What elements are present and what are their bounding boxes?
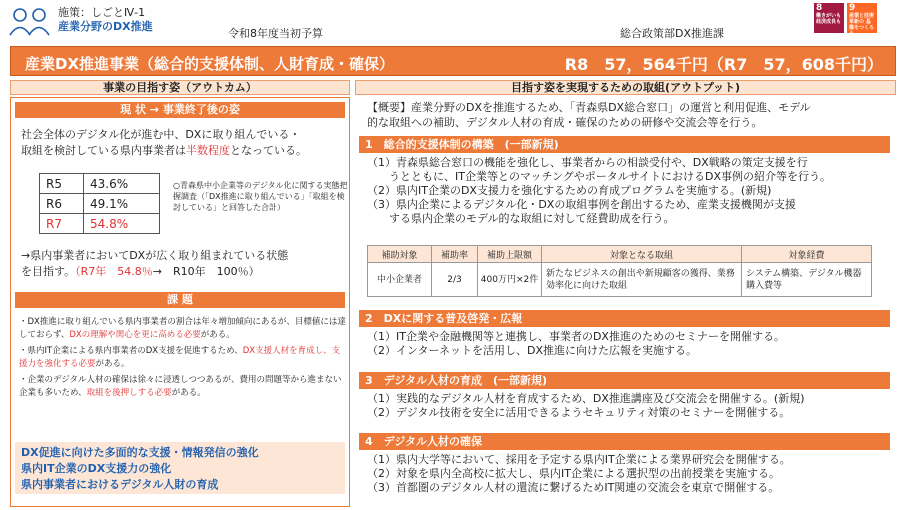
- section-3-bar: 3 デジタル人材の育成 (一部新規): [359, 372, 890, 389]
- title-bar: [10, 46, 896, 76]
- section-1-bar: 1 総合的支援体制の構築 (一部新規): [359, 136, 890, 153]
- outcome-panel: [10, 97, 350, 507]
- overview-line-1: 【概要】産業分野のDXを推進するため、「青森県DX総合窓口」の運営と利用促進、モデル: [367, 101, 811, 114]
- header: [0, 0, 906, 50]
- issue-item: ・県内IT企業による県内事業者のDX支援を促進するため、DX支援人材を育成し、支援力を強化する必要がある。: [19, 346, 341, 369]
- section-1-items: （1）青森県総合窓口の機能を強化し、事業者からの相談受付や、DX戦略の策定支援を行 うとともに、IT企業等とのマッチングやポータルサイトにおけるDX事例の紹介等を行う。 （2）県内IT企業のDX支援力を強化するための育成プログラムを実施する。(新規) （3）県内企業によるデジタル化・DXの取組事例を創出するため、産業支援機関が支援 する県内企業のモデル的な取組に対して経費助成を行う。: [367, 156, 831, 225]
- status-bar: 現 状 → 事業終了後の姿: [15, 102, 345, 118]
- stats-row: R5 43.6%: [40, 174, 160, 194]
- issues-list: [19, 316, 347, 403]
- section-2-bar: 2 DXに関する普及啓発・広報: [359, 310, 890, 327]
- issues-bar: 課 題: [15, 292, 345, 308]
- stats-table: [39, 173, 160, 234]
- sdg8-icon: 8 働きがいも 経済成長も: [814, 3, 844, 33]
- issue-item: ・企業のデジタル人材の確保は徐々に浸透しつつあるが、費用の問題等から進まない企業も多いため、取組を後押しする必要がある。: [19, 375, 342, 398]
- target-line-1: →県内事業者においてDXが広く取り組まれている状態: [21, 249, 289, 262]
- section-3-items: （1）実践的なデジタル人材を育成するため、DX推進講座及び交流会を開催する。(新規) （2）デジタル技術を安全に活用できるようセキュリティ対策のセミナーを開催する。: [367, 392, 805, 419]
- issue-item: ・DX推進に取り組んでいる県内事業者の割合は年々増加傾向にあるが、目標値には達しておらず、DXの理解や関心を更に高める必要がある。: [19, 317, 346, 340]
- people-icon: [8, 6, 52, 36]
- sdg9-icon: 9 産業と技術革新の 基盤をつくろう: [847, 3, 877, 33]
- output-heading: 目指す姿を実現するための取組(アウトプット): [355, 80, 896, 95]
- output-panel: [355, 97, 896, 507]
- stats-row: R7 54.8%: [40, 214, 160, 234]
- intro-line-2: 取組を検討している県内事業者は半数程度となっている。: [21, 144, 307, 157]
- survey-note: ○青森県中小企業等のデジタル化に関する実態把握調査（「DX推進に取り組んでいる」「取組を検討している」と回答した合計）: [173, 181, 348, 212]
- section-2-items: （1）IT企業や金融機関等と連携し、事業者のDX推進のためのセミナーを開催する。 （2）インターネットを活用し、DX推進に向けた広報を実施する。: [367, 330, 785, 357]
- project-title: 産業DX推進事業（総合的支援体制、人財育成・確保）: [25, 55, 395, 73]
- section-4-bar: 4 デジタル人材の確保: [359, 433, 890, 450]
- outcome-heading: 事業の目指す姿（アウトカム）: [10, 80, 350, 95]
- target-line-2: を目指す。（R7年 54.8％→ R10年 100％）: [21, 265, 260, 278]
- subsidy-table: [367, 245, 872, 297]
- policy-label: 施策：しごとⅣ-1 産業分野のDX推進: [58, 6, 153, 33]
- overview-line-2: 的な取組への補助、デジタル人材の育成・確保のための研修や交流会等を行う。: [367, 116, 763, 129]
- intro-line-1: 社会全体のデジタル化が進む中、DXに取り組んでいる・: [21, 128, 301, 141]
- project-budget: R8 57，564千円（R7 57，608千円）: [564, 55, 883, 74]
- department-label: 総合政策部DX推進課: [620, 27, 725, 40]
- subsidy-row: 中小企業者 2/3 400万円×2件 新たなビジネスの創出や新規顧客の獲得、業務効率化に向けた取組 システム構築、デジタル機器購入費等: [368, 263, 872, 297]
- stats-row: R6 49.1%: [40, 194, 160, 214]
- section-4-items: （1）県内大学等において、採用を予定する県内IT企業による業界研究会を開催する。 （2）対象を県内全高校に拡大し、県内IT企業による選択型の出前授業を実施する。 （3）首都圏のデジタル人材の還流に繋げるためIT関連の交流会を東京で開催する。: [367, 453, 791, 494]
- summary-box: DX促進に向けた多面的な支援・情報発信の強化 県内IT企業のDX支援力の強化 県内事業者におけるデジタル人財の育成: [15, 442, 345, 494]
- subsidy-header-row: 補助対象 補助率 補助上限額 対象となる取組 対象経費: [368, 246, 872, 263]
- budget-label: 令和8年度当初予算: [228, 27, 323, 40]
